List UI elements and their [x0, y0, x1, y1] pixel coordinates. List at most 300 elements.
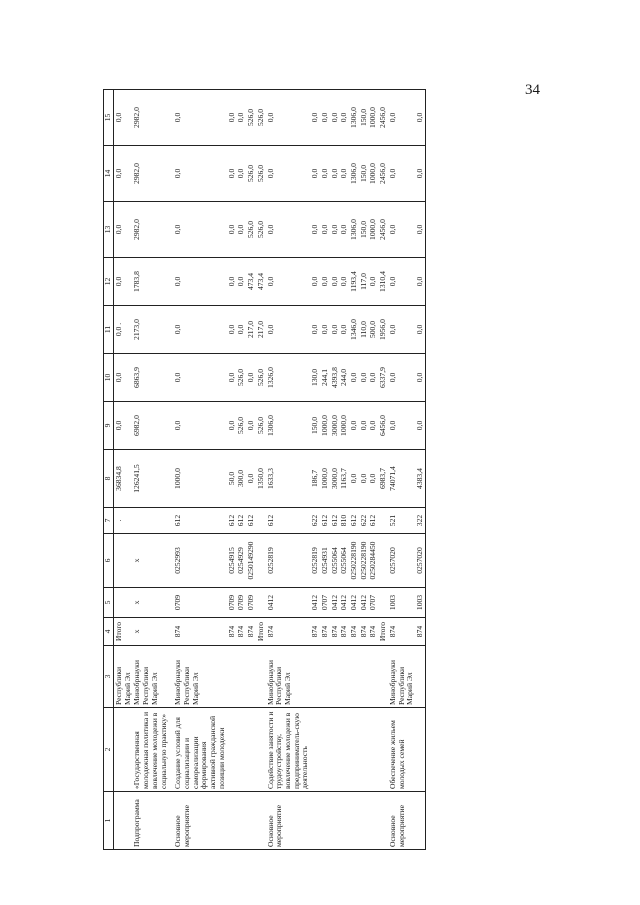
table-cell: 0,0 [227, 146, 237, 202]
table-cell [378, 792, 388, 850]
table-cell: 0,0 [349, 450, 359, 508]
table-cell: 526,0 [256, 402, 266, 450]
table-cell: 2456,0 [378, 202, 388, 258]
table-cell: 217,0 [256, 306, 266, 354]
page-number: 34 [525, 82, 540, 98]
table-cell: 0412 [266, 588, 311, 618]
table-cell [330, 708, 340, 792]
table-cell: 0255064 [339, 534, 349, 588]
table-cell [227, 708, 237, 792]
table-cell: 3000,0 [330, 402, 340, 450]
table-cell: 1956,0 [378, 306, 388, 354]
table-cell [114, 792, 133, 850]
table-cell: 0,0 [359, 354, 369, 402]
rotated-table-area [103, 90, 537, 850]
table-cell: 0,0 [415, 258, 425, 306]
table-cell: 4383,4 [415, 450, 425, 508]
table-cell: 0,0 [227, 354, 237, 402]
table-row [349, 90, 359, 850]
table-cell: Минобрнауки Республики Марий Эл [173, 646, 226, 708]
table-cell: 874 [368, 618, 378, 646]
table-cell [246, 646, 256, 708]
table-cell: 0,0 [173, 146, 226, 202]
table-cell: 0,0 [173, 402, 226, 450]
table-cell [114, 708, 133, 792]
table-cell: 0707 [320, 588, 330, 618]
table-cell: 612 [173, 508, 226, 534]
table-cell: 526,0 [246, 202, 256, 258]
table-cell: 244,1 [320, 354, 330, 402]
table-cell: 612 [330, 508, 340, 534]
table-cell: 0,0 [415, 202, 425, 258]
table-cell: 2982,0 [132, 90, 168, 146]
table-cell [320, 708, 330, 792]
table-cell: 526,0 [256, 354, 266, 402]
table-cell: 0707 [368, 588, 378, 618]
table-cell: 612 [266, 508, 311, 534]
budget-table [103, 89, 426, 850]
header-cell: 14 [104, 146, 114, 202]
table-cell: 1000,0 [368, 202, 378, 258]
table-cell [256, 534, 266, 588]
table-cell: 0,0 [114, 146, 133, 202]
table-cell: 217,0 [246, 306, 256, 354]
table-cell [310, 708, 320, 792]
table-cell: 6456,0 [378, 402, 388, 450]
table-cell: 0,0 [114, 202, 133, 258]
header-cell: 1 [104, 792, 114, 850]
table-row [330, 90, 340, 850]
table-cell [339, 646, 349, 708]
table-cell: Основное мероприятие [266, 792, 311, 850]
table-cell: Минобрнауки Республики Марий Эл [132, 646, 168, 708]
table-cell: 0412 [349, 588, 359, 618]
header-cell: 3 [104, 646, 114, 708]
table-cell: 0255064 [330, 534, 340, 588]
table-cell: 0,0 [173, 90, 226, 146]
table-cell: 50,0 [227, 450, 237, 508]
header-cell: 12 [104, 258, 114, 306]
table-cell: 0250149290 [246, 534, 256, 588]
table-cell: 0,0 [368, 450, 378, 508]
table-cell: 526,0 [256, 146, 266, 202]
table-cell: 0257020 [388, 534, 415, 588]
table-cell: 0,0 [246, 402, 256, 450]
table-row [132, 90, 168, 850]
table-cell: 2982,0 [132, 146, 168, 202]
table-cell: 810 [339, 508, 349, 534]
table-cell: 150,0 [359, 90, 369, 146]
table-cell: 0709 [236, 588, 246, 618]
table-cell: 0709 [173, 588, 226, 618]
table-row [310, 90, 320, 850]
table-cell: 622 [359, 508, 369, 534]
table-cell: 612 [349, 508, 359, 534]
table-cell: 0,0 [227, 402, 237, 450]
table-cell [330, 646, 340, 708]
table-cell: 0,0 [266, 90, 311, 146]
table-cell [339, 708, 349, 792]
table-cell [349, 708, 359, 792]
table-cell: 0,0 [173, 306, 226, 354]
table-cell [378, 534, 388, 588]
table-cell: 0,0 [339, 90, 349, 146]
table-cell [256, 508, 266, 534]
table-cell: Республики Марий Эл [114, 646, 133, 708]
table-cell: 1326,0 [266, 354, 311, 402]
table-cell: Обеспечение жильем молодых семей [388, 708, 415, 792]
table-cell: 500,0 [368, 306, 378, 354]
table-cell: 1193,4 [349, 258, 359, 306]
table-cell: 1000,0 [320, 402, 330, 450]
table-cell [415, 708, 425, 792]
table-cell: 874 [246, 618, 256, 646]
table-cell: 874 [173, 618, 226, 646]
table-cell [378, 646, 388, 708]
table-cell: 0,0 [114, 90, 133, 146]
table-cell: 0,0 [310, 90, 320, 146]
table-cell: 0254915 [227, 534, 237, 588]
table-row [368, 90, 378, 850]
table-cell: 322 [415, 508, 425, 534]
table-cell: 0,0 [349, 354, 359, 402]
table-cell: 521 [388, 508, 415, 534]
table-cell: 0709 [246, 588, 256, 618]
rotated-table-container [103, 90, 537, 850]
table-cell: 0,0 [320, 306, 330, 354]
table-cell: 1310,4 [378, 258, 388, 306]
table-cell: . [114, 508, 133, 534]
table-cell: 6337,9 [378, 354, 388, 402]
table-cell: 150,0 [359, 202, 369, 258]
table-cell: 0250228190 [349, 534, 359, 588]
table-cell: 526,0 [256, 90, 266, 146]
table-cell [339, 792, 349, 850]
table-cell: 0250284450 [368, 534, 378, 588]
table-row [388, 90, 415, 850]
header-row [104, 90, 114, 850]
table-cell: 0,0 [388, 258, 415, 306]
table-cell: x [132, 618, 168, 646]
table-cell: 0,0 [330, 90, 340, 146]
table-row [320, 90, 330, 850]
table-cell: 0254929 [236, 534, 246, 588]
table-cell: 0,0 [236, 90, 246, 146]
table-cell [378, 708, 388, 792]
table-cell: 1350,0 [256, 450, 266, 508]
table-cell: 0,0 [388, 306, 415, 354]
table-cell: 1000,0 [339, 402, 349, 450]
table-cell: 0,0 [114, 354, 133, 402]
table-cell: 0254931 [320, 534, 330, 588]
table-cell: 6863,9 [132, 354, 168, 402]
table-cell: 874 [330, 618, 340, 646]
table-cell: 0,0 [388, 402, 415, 450]
table-cell [349, 646, 359, 708]
table-cell: 526,0 [256, 202, 266, 258]
table-cell: 0,0 [173, 354, 226, 402]
table-cell: 126241,5 [132, 450, 168, 508]
table-cell: 0412 [330, 588, 340, 618]
header-cell: 4 [104, 618, 114, 646]
table-cell: 874 [266, 618, 311, 646]
table-cell [359, 792, 369, 850]
table-cell: 0,0 [236, 306, 246, 354]
table-cell: 0,0 [415, 146, 425, 202]
table-cell: 526,0 [246, 146, 256, 202]
table-cell: 1163,7 [339, 450, 349, 508]
table-cell: 0252993 [173, 534, 226, 588]
table-cell [256, 708, 266, 792]
table-cell: 0,0 [339, 146, 349, 202]
table-cell: 0,0 [236, 202, 246, 258]
header-cell: 2 [104, 708, 114, 792]
table-cell: 612 [227, 508, 237, 534]
table-cell [320, 646, 330, 708]
table-cell: 0,0 [368, 258, 378, 306]
table-cell: 473,4 [256, 258, 266, 306]
table-cell: 0252819 [266, 534, 311, 588]
table-row [415, 90, 425, 850]
table-cell [256, 792, 266, 850]
table-cell: 6983,7 [378, 450, 388, 508]
header-cell: 10 [104, 354, 114, 402]
table-cell: 0,0 [415, 306, 425, 354]
table-cell: 150,0 [359, 146, 369, 202]
table-cell: 0,0 [173, 258, 226, 306]
table-cell: 0412 [359, 588, 369, 618]
table-cell: 1003 [388, 588, 415, 618]
table-cell: 874 [339, 618, 349, 646]
table-cell [330, 792, 340, 850]
header-cell: 5 [104, 588, 114, 618]
table-cell: 0,0 [266, 146, 311, 202]
table-cell: 0,0 [415, 354, 425, 402]
table-cell: 0,0 [415, 402, 425, 450]
table-cell: 0,0 [368, 402, 378, 450]
table-cell [415, 646, 425, 708]
table-cell: 526,0 [236, 402, 246, 450]
table-row [227, 90, 237, 850]
table-cell: 0,0 [330, 258, 340, 306]
table-cell: 612 [236, 508, 246, 534]
table-cell: 0,0 [310, 306, 320, 354]
table-cell: 612 [320, 508, 330, 534]
table-row [339, 90, 349, 850]
table-row [173, 90, 226, 850]
table-cell: 0,0 . [114, 306, 133, 354]
table-cell: 130,0 [310, 354, 320, 402]
table-cell: 2982,0 [132, 202, 168, 258]
table-cell: 2456,0 [378, 90, 388, 146]
table-cell: 0,0 [359, 450, 369, 508]
table-cell: 622 [310, 508, 320, 534]
table-cell: 1306,0 [349, 90, 359, 146]
table-cell: 0,0 [330, 202, 340, 258]
table-cell: 150,0 [310, 402, 320, 450]
table-cell: 186,7 [310, 450, 320, 508]
table-cell: 874 [227, 618, 237, 646]
table-cell: x [132, 588, 168, 618]
table-cell [246, 792, 256, 850]
table-cell: 0,0 [227, 202, 237, 258]
table-cell: 117,0 [359, 258, 369, 306]
table-cell: 0,0 [266, 306, 311, 354]
table-cell: 0412 [339, 588, 349, 618]
table-cell [359, 708, 369, 792]
table-cell [378, 588, 388, 618]
header-cell: 11 [104, 306, 114, 354]
table-cell: 36834,8 [114, 450, 133, 508]
table-cell: 0,0 [236, 258, 246, 306]
table-cell [236, 646, 246, 708]
table-cell: 0,0 [349, 402, 359, 450]
table-cell: 0,0 [310, 146, 320, 202]
table-row [359, 90, 369, 850]
table-cell [114, 588, 133, 618]
table-cell: 0709 [227, 588, 237, 618]
table-cell: 0,0 [330, 146, 340, 202]
table-cell: Итого [378, 618, 388, 646]
table-cell: 4393,8 [330, 354, 340, 402]
table-cell: 0,0 [246, 354, 256, 402]
table-cell [114, 534, 133, 588]
table-cell: 1306,0 [349, 202, 359, 258]
table-cell [256, 646, 266, 708]
table-cell [359, 646, 369, 708]
table-cell: x [132, 534, 168, 588]
table-cell: 1000,0 [320, 450, 330, 508]
table-cell: 0,0 [310, 202, 320, 258]
table-cell: 0,0 [227, 258, 237, 306]
header-cell: 6 [104, 534, 114, 588]
table-cell [415, 792, 425, 850]
table-cell: Минобрнауки Республики Марий Эл [388, 646, 415, 708]
header-cell: 13 [104, 202, 114, 258]
table-cell: 1306,0 [266, 402, 311, 450]
table-cell: 874 [236, 618, 246, 646]
table-cell [378, 508, 388, 534]
table-cell: 874 [359, 618, 369, 646]
table-cell: Создание условий для социализации и самореализации формирования активной гражданской позиции молодежи [173, 708, 226, 792]
table-cell: 0,0 [339, 202, 349, 258]
header-cell: 7 [104, 508, 114, 534]
table-cell: 6982,0 [132, 402, 168, 450]
table-cell: 1000,0 [173, 450, 226, 508]
table-cell [310, 646, 320, 708]
table-cell: 0,0 [236, 146, 246, 202]
table-cell [320, 792, 330, 850]
table-cell: 0,0 [359, 402, 369, 450]
header-cell: 15 [104, 90, 114, 146]
table-cell [368, 792, 378, 850]
table-cell: 0,0 [320, 90, 330, 146]
table-cell: 1000,0 [368, 90, 378, 146]
table-cell: 1000,0 [368, 146, 378, 202]
table-cell: 1306,0 [349, 146, 359, 202]
table-cell: 0,0 [173, 202, 226, 258]
table-cell: 0,0 [227, 90, 237, 146]
table-cell [227, 792, 237, 850]
table-cell: 0,0 [310, 258, 320, 306]
table-cell: 0,0 [320, 202, 330, 258]
table-cell: 612 [368, 508, 378, 534]
table-cell: 0,0 [388, 90, 415, 146]
table-cell: 3000,0 [330, 450, 340, 508]
table-cell: 526,0 [246, 90, 256, 146]
table-cell: 0,0 [266, 202, 311, 258]
table-cell: Итого [256, 618, 266, 646]
table-cell: 0,0 [339, 306, 349, 354]
table-row [378, 90, 388, 850]
table-cell: 0,0 [388, 146, 415, 202]
table-cell [246, 708, 256, 792]
table-cell: 0,0 [368, 354, 378, 402]
table-cell: 1633,3 [266, 450, 311, 508]
table-cell: 0,0 [114, 258, 133, 306]
table-cell: Итого [114, 618, 133, 646]
table-cell: 0257020 [415, 534, 425, 588]
table-cell: 0,0 [330, 306, 340, 354]
header-cell: 8 [104, 450, 114, 508]
table-cell: 874 [415, 618, 425, 646]
table-cell: 1346,0 [349, 306, 359, 354]
table-cell: 0,0 [339, 258, 349, 306]
table-cell: 0,0 [266, 258, 311, 306]
table-cell: 1783,8 [132, 258, 168, 306]
table-cell: 1003 [415, 588, 425, 618]
table-cell: 0,0 [227, 306, 237, 354]
table-row [236, 90, 246, 850]
table-cell [236, 792, 246, 850]
table-cell [310, 792, 320, 850]
table-row [114, 90, 133, 850]
table-cell: 0412 [310, 588, 320, 618]
table-cell: Основное мероприятие [388, 792, 415, 850]
table-cell: 2173,0 [132, 306, 168, 354]
table-cell [368, 646, 378, 708]
table-cell: 0,0 [388, 202, 415, 258]
table-cell: 244,0 [339, 354, 349, 402]
table-cell: 2456,0 [378, 146, 388, 202]
table-cell: 300,0 [236, 450, 246, 508]
table-cell: 874 [320, 618, 330, 646]
table-row [266, 90, 311, 850]
table-cell: Основное мероприятие [173, 792, 226, 850]
table-cell: 74071,4 [388, 450, 415, 508]
table-cell: Содействие занятости и трудоустройству, вовлечение молодежи в предприниматель-скую деятельность [266, 708, 311, 792]
table-cell: «Государственная молодежная политика и вовлечение молодежи в социальную практику» [132, 708, 168, 792]
table-row [256, 90, 266, 850]
table-cell: 874 [310, 618, 320, 646]
table-cell: 0,0 [320, 258, 330, 306]
table-cell: 0,0 [246, 450, 256, 508]
table-cell: 473,4 [246, 258, 256, 306]
table-row [246, 90, 256, 850]
table-cell: Подпрограмма [132, 792, 168, 850]
table-cell: 0,0 [320, 146, 330, 202]
table-cell [132, 508, 168, 534]
header-cell: 9 [104, 402, 114, 450]
table-cell [256, 588, 266, 618]
table-cell [349, 792, 359, 850]
table-cell: 526,0 [236, 354, 246, 402]
table-cell: 0,0 [388, 354, 415, 402]
table-cell [227, 646, 237, 708]
table-cell: 110,0 [359, 306, 369, 354]
table-cell: 612 [246, 508, 256, 534]
table-cell: 874 [388, 618, 415, 646]
